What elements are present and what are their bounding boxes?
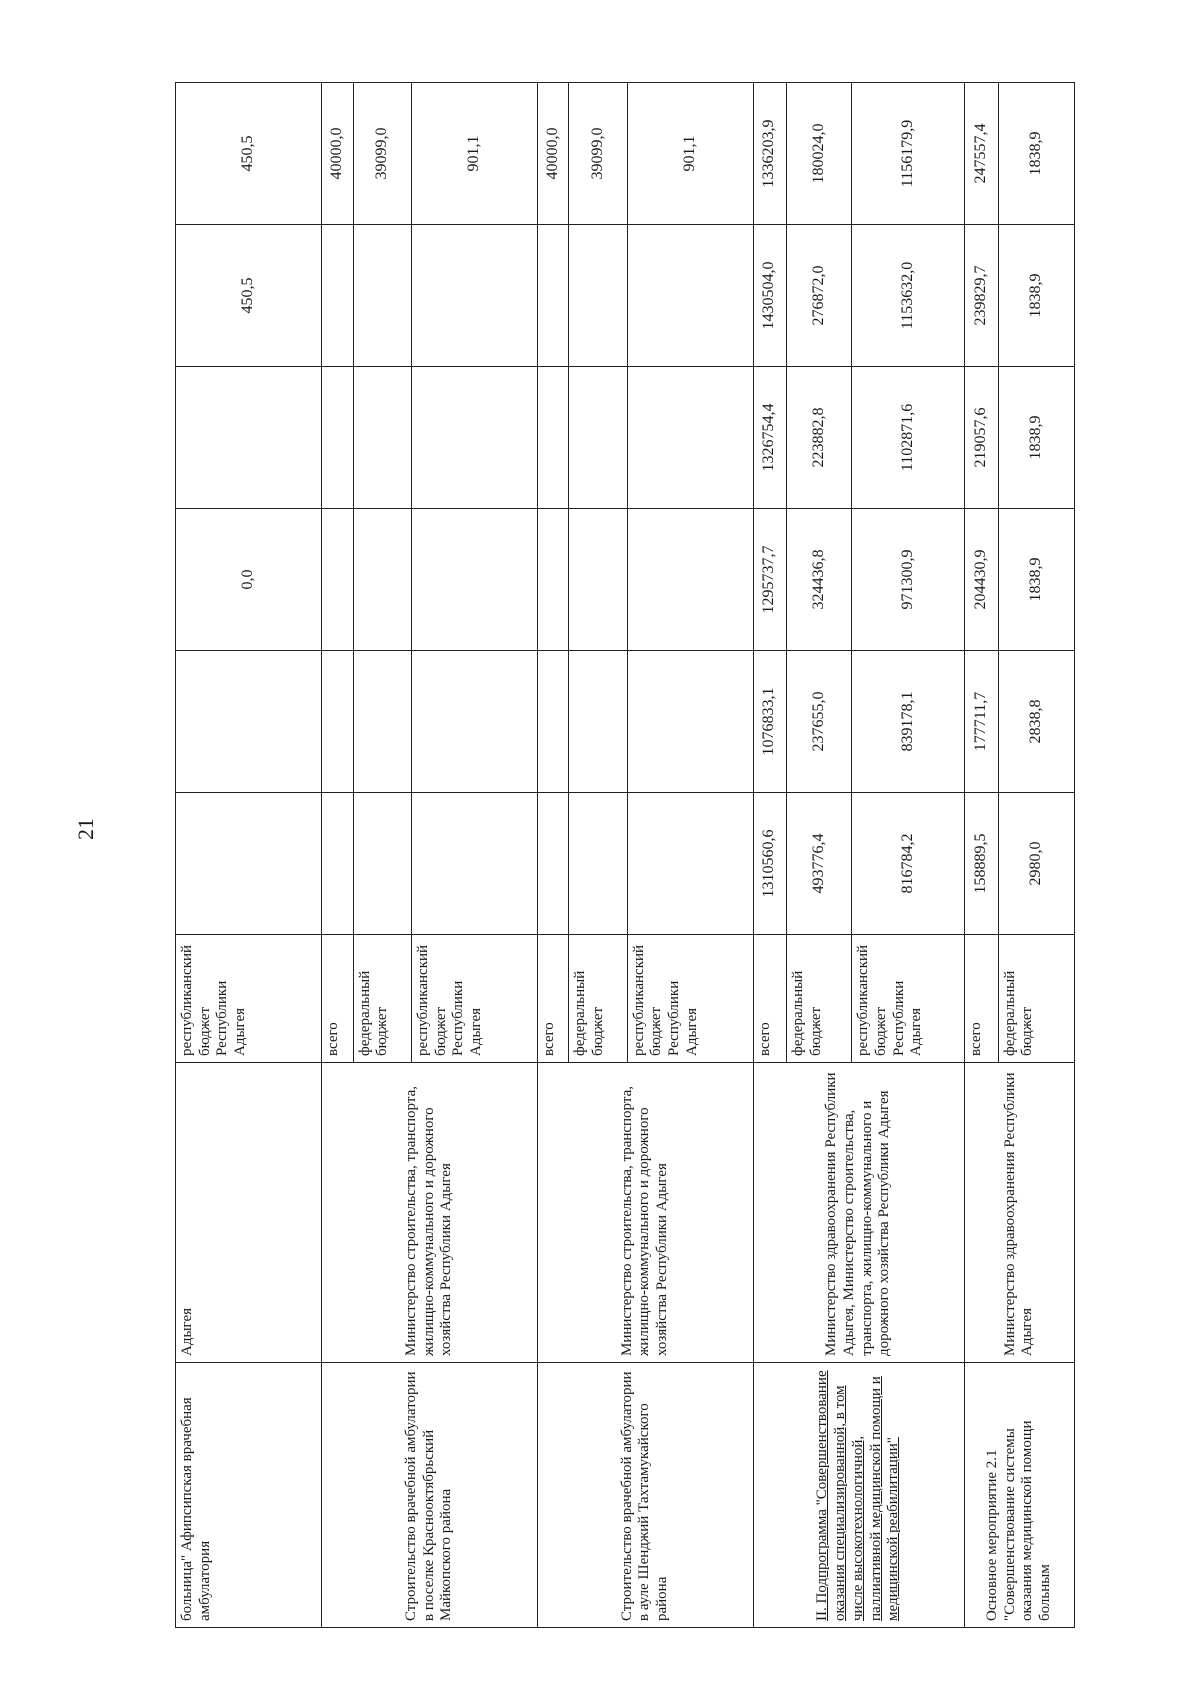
- source-cell: федеральный бюджет: [353, 935, 411, 1063]
- value-cell: 901,1: [627, 83, 753, 225]
- source-cell: федеральный бюджет: [569, 935, 627, 1063]
- executor-cell: Министерство здравоохранения Республики Адыгея: [964, 1063, 1074, 1363]
- value-cell: [353, 793, 411, 935]
- subprogram-name-cell: II. Подпрограмма "Совершенствование оказания специализированной, в том числе высокотехнологичной, паллиативной медицинской помощи и медицинской реабилитации": [753, 1363, 964, 1628]
- value-cell: 1102871,6: [852, 367, 964, 509]
- activity-name-cell: больница" Афипсипская врачебная амбулатория: [176, 1363, 322, 1628]
- value-cell: [537, 225, 568, 367]
- table-row: [322, 83, 353, 1628]
- table-row: [537, 83, 568, 1628]
- value-cell: 1838,9: [998, 225, 1075, 367]
- source-cell: федеральный бюджет: [998, 935, 1075, 1063]
- value-cell: [353, 651, 411, 793]
- value-cell: 204430,9: [964, 509, 998, 651]
- source-cell: федеральный бюджет: [787, 935, 852, 1063]
- value-cell: 450,5: [176, 83, 322, 225]
- value-cell: 493776,4: [787, 793, 852, 935]
- value-cell: [322, 509, 353, 651]
- executor-cell: Министерство строительства, транспорта, жилищно-коммунального и дорожного хозяйства Республики Адыгея: [537, 1063, 753, 1363]
- value-cell: 1310560,6: [753, 793, 787, 935]
- table-row: [753, 83, 787, 1628]
- value-cell: [353, 225, 411, 367]
- value-cell: 1838,9: [998, 83, 1075, 225]
- executor-cell: Министерство здравоохранения Республики Адыгея, Министерство строительства, транспорта, жилищно-коммунального и дорожного хозяйства Республики Адыгея: [753, 1063, 964, 1363]
- value-cell: [411, 367, 537, 509]
- value-cell: [627, 367, 753, 509]
- value-cell: 276872,0: [787, 225, 852, 367]
- value-cell: [176, 793, 322, 935]
- source-cell: республиканский бюджет Республики Адыгея: [411, 935, 537, 1063]
- value-cell: 816784,2: [852, 793, 964, 935]
- value-cell: 180024,0: [787, 83, 852, 225]
- value-cell: [627, 651, 753, 793]
- value-cell: 0,0: [176, 509, 322, 651]
- value-cell: 39099,0: [353, 83, 411, 225]
- value-cell: 1838,9: [998, 367, 1075, 509]
- value-cell: 247557,4: [964, 83, 998, 225]
- executor-cell: Министерство строительства, транспорта, жилищно-коммунального и дорожного хозяйства Республики Адыгея: [322, 1063, 538, 1363]
- value-cell: [537, 367, 568, 509]
- value-cell: [322, 793, 353, 935]
- source-cell: всего: [964, 935, 998, 1063]
- value-cell: [569, 793, 627, 935]
- value-cell: 1336203,9: [753, 83, 787, 225]
- value-cell: 324436,8: [787, 509, 852, 651]
- value-cell: [353, 367, 411, 509]
- value-cell: 1326754,4: [753, 367, 787, 509]
- source-cell: республиканский бюджет Республики Адыгея: [852, 935, 964, 1063]
- source-cell: всего: [753, 935, 787, 1063]
- value-cell: 39099,0: [569, 83, 627, 225]
- source-cell: республиканский бюджет Республики Адыгея: [176, 935, 322, 1063]
- activity-name-cell: Строительство врачебной амбулатории в поселке Краснооктябрьский Майкопского района: [322, 1363, 538, 1628]
- budget-table: [175, 82, 1075, 1628]
- value-cell: [627, 793, 753, 935]
- value-cell: 839178,1: [852, 651, 964, 793]
- value-cell: 158889,5: [964, 793, 998, 935]
- value-cell: [627, 509, 753, 651]
- value-cell: [411, 651, 537, 793]
- source-cell: всего: [322, 935, 353, 1063]
- value-cell: 1295737,7: [753, 509, 787, 651]
- value-cell: [411, 225, 537, 367]
- executor-cell: Адыгея: [176, 1063, 322, 1363]
- value-cell: 1838,9: [998, 509, 1075, 651]
- value-cell: 239829,7: [964, 225, 998, 367]
- value-cell: [537, 793, 568, 935]
- value-cell: 223882,8: [787, 367, 852, 509]
- rotated-table-container: [175, 83, 1075, 1628]
- activity-name-cell: Основное мероприятие 2.1 "Совершенствование системы оказания медицинской помощи больным: [964, 1363, 1074, 1628]
- value-cell: 1076833,1: [753, 651, 787, 793]
- value-cell: 2838,8: [998, 651, 1075, 793]
- value-cell: 901,1: [411, 83, 537, 225]
- value-cell: 450,5: [176, 225, 322, 367]
- value-cell: [353, 509, 411, 651]
- source-cell: республиканский бюджет Республики Адыгея: [627, 935, 753, 1063]
- value-cell: [176, 651, 322, 793]
- value-cell: [411, 793, 537, 935]
- value-cell: 1156179,9: [852, 83, 964, 225]
- value-cell: [322, 225, 353, 367]
- value-cell: [569, 509, 627, 651]
- activity-name-cell: Строительство врачебной амбулатории в ауле Шенджий Тахтамукайского района: [537, 1363, 753, 1628]
- value-cell: [569, 367, 627, 509]
- value-cell: [322, 367, 353, 509]
- value-cell: 2980,0: [998, 793, 1075, 935]
- source-cell: всего: [537, 935, 568, 1063]
- value-cell: 177711,7: [964, 651, 998, 793]
- value-cell: [627, 225, 753, 367]
- value-cell: 40000,0: [322, 83, 353, 225]
- table-row: [964, 83, 998, 1628]
- value-cell: 971300,9: [852, 509, 964, 651]
- table-row: [176, 83, 322, 1628]
- value-cell: [176, 367, 322, 509]
- value-cell: [569, 651, 627, 793]
- value-cell: 1153632,0: [852, 225, 964, 367]
- value-cell: 40000,0: [537, 83, 568, 225]
- value-cell: [569, 225, 627, 367]
- value-cell: [537, 651, 568, 793]
- value-cell: 237655,0: [787, 651, 852, 793]
- value-cell: [322, 651, 353, 793]
- value-cell: [537, 509, 568, 651]
- value-cell: 219057,6: [964, 367, 998, 509]
- value-cell: 1430504,0: [753, 225, 787, 367]
- value-cell: [411, 509, 537, 651]
- page-number: 21: [73, 818, 98, 840]
